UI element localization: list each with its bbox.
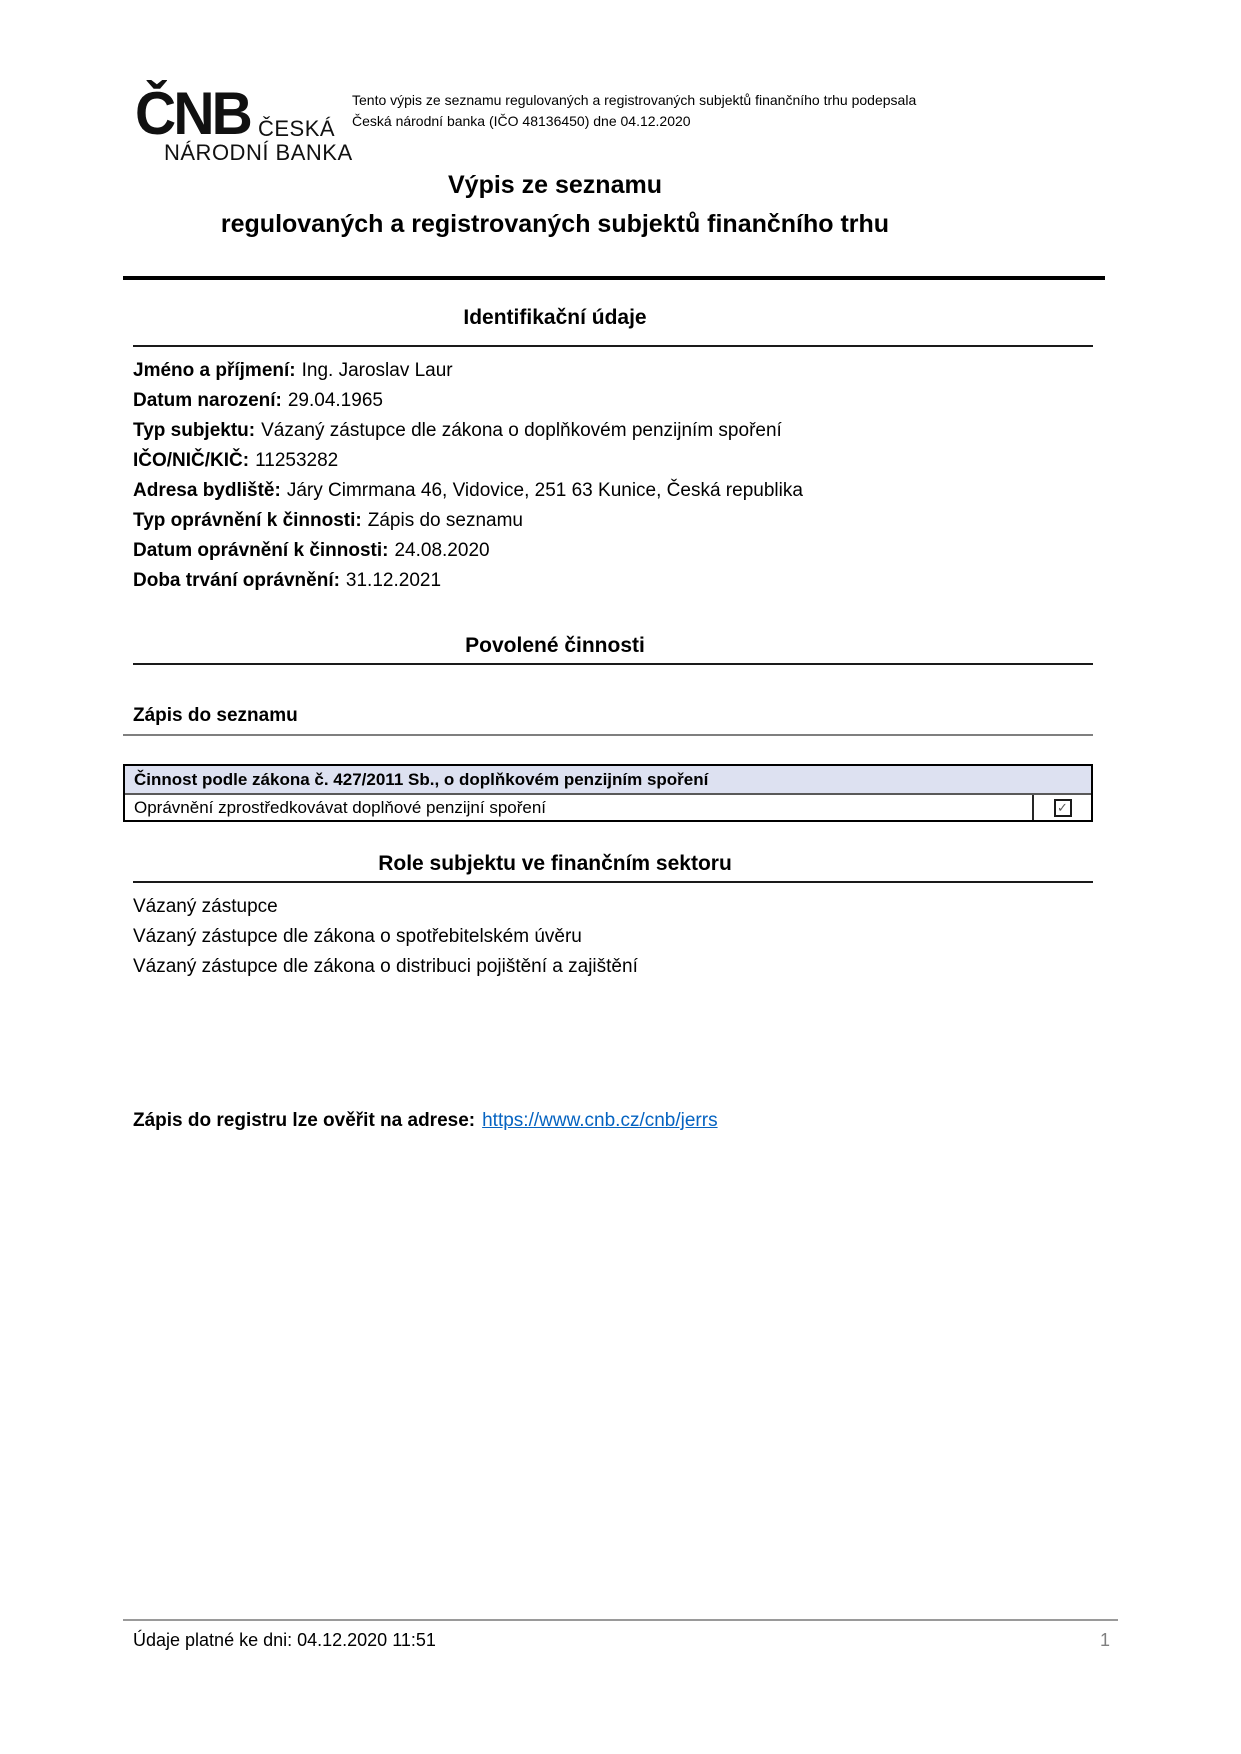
roles-heading: Role subjektu ve finančním sektoru [378, 852, 732, 875]
cnb-logo-narodni-banka-label: NÁRODNÍ BANKA [164, 140, 353, 166]
checkbox-checked-icon [1054, 799, 1072, 817]
activities-subsection-heading: Zápis do seznamu [133, 705, 298, 726]
cnb-logo-row [135, 80, 353, 147]
field-row-authorization-duration [133, 566, 1093, 596]
signature-note-line2: Česká národní banka (IČO 48136450) dne 04.12.2020 [352, 113, 691, 129]
field-label: Jméno a příjmení: [133, 360, 296, 381]
field-label: Datum oprávnění k činnosti: [133, 540, 389, 561]
document-title-line2: regulovaných a registrovaných subjektů finančního trhu [220, 210, 890, 238]
field-label: Doba trvání oprávnění: [133, 570, 340, 591]
identification-fields [133, 356, 1093, 596]
footer [133, 1630, 1110, 1651]
field-value: 31.12.2021 [345, 570, 442, 591]
activity-name-cell: Oprávnění zprostředkovávat doplňové penzijní spoření [134, 798, 547, 817]
cnb-logo [135, 80, 353, 166]
role-item: Vázaný zástupce [133, 896, 278, 917]
activity-check-cell [1032, 795, 1091, 820]
field-label: Adresa bydliště: [133, 480, 281, 501]
roles-list [133, 892, 1093, 982]
cnb-logo-mark: ČNB [135, 80, 250, 147]
verification-line [133, 1110, 718, 1132]
activities-table-header: Činnost podle zákona č. 427/2011 Sb., o doplňkovém penzijním spoření [125, 766, 1091, 795]
field-value: 24.08.2020 [394, 540, 490, 561]
activities-subsection-divider [123, 734, 1093, 736]
title-divider [123, 276, 1105, 280]
check-mark-glyph: ✓ [1057, 800, 1068, 815]
activities-heading: Povolené činnosti [465, 634, 645, 657]
field-value: Zápis do seznamu [367, 510, 523, 531]
footer-divider [123, 1619, 1118, 1621]
field-label: Typ oprávnění k činnosti: [133, 510, 362, 531]
identification-heading: Identifikační údaje [463, 306, 647, 329]
verification-link[interactable]: https://www.cnb.cz/cnb/jerrs [482, 1110, 718, 1131]
cnb-logo-ceska-label: ČESKÁ [258, 116, 336, 142]
verification-label: Zápis do registru lze ověřit na adrese: [133, 1110, 476, 1131]
field-value: Ing. Jaroslav Laur [301, 360, 453, 381]
activities-table-row [125, 795, 1091, 820]
field-value: Vázaný zástupce dle zákona o doplňkovém penzijním spoření [261, 420, 782, 441]
field-row-authorization-date [133, 536, 1093, 566]
field-value: 11253282 [255, 450, 339, 471]
field-label: Datum narození: [133, 390, 282, 411]
activities-table [123, 764, 1093, 822]
field-label: IČO/NIČ/KIČ: [133, 450, 250, 471]
document-title-line1: Výpis ze seznamu [448, 171, 662, 199]
page-number: 1 [1099, 1630, 1110, 1650]
role-item: Vázaný zástupce dle zákona o spotřebitelském úvěru [133, 926, 582, 947]
field-row-birthdate [133, 386, 1093, 416]
document-title [123, 166, 987, 244]
field-value: 29.04.1965 [287, 390, 383, 411]
field-value: Járy Cimrmana 46, Vidovice, 251 63 Kunice, Česká republika [286, 480, 803, 501]
footer-valid-date: Údaje platné ke dni: 04.12.2020 11:51 [133, 1630, 436, 1650]
identification-divider [133, 345, 1093, 347]
signature-note [352, 90, 952, 132]
field-row-subject-type [133, 416, 1093, 446]
signature-note-line1: Tento výpis ze seznamu regulovaných a registrovaných subjektů finančního trhu podepsala [352, 92, 917, 108]
field-row-authorization-type [133, 506, 1093, 536]
field-label: Typ subjektu: [133, 420, 256, 441]
field-row-name [133, 356, 1093, 386]
activities-divider [133, 663, 1093, 665]
field-row-ico [133, 446, 1093, 476]
field-row-address [133, 476, 1093, 506]
role-item: Vázaný zástupce dle zákona o distribuci pojištění a zajištění [133, 956, 638, 977]
roles-divider [133, 881, 1093, 883]
